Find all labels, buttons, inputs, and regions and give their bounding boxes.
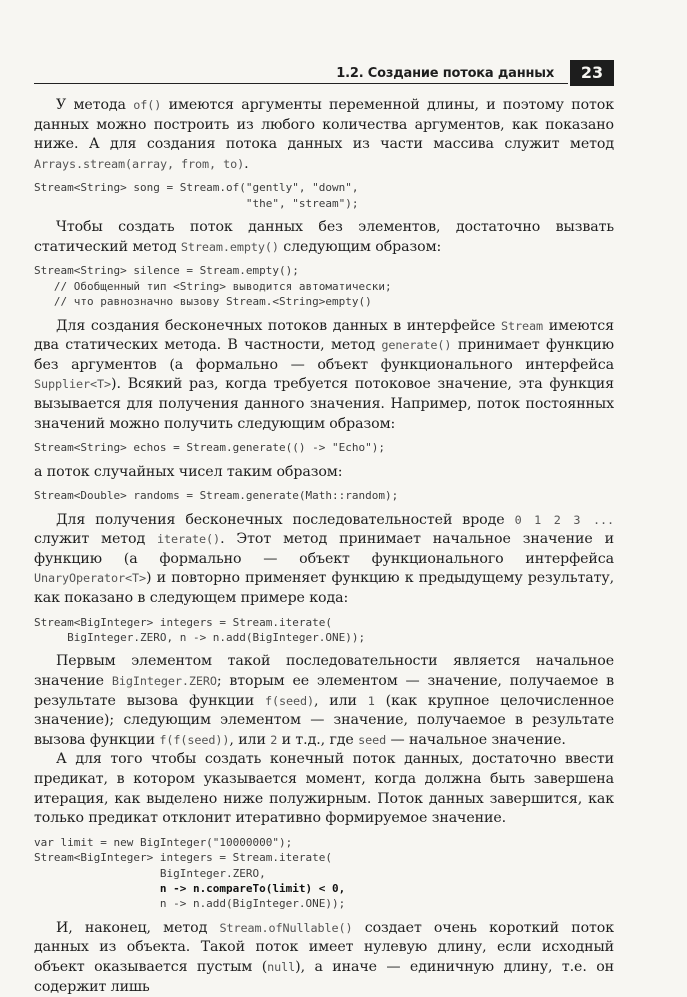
paragraph-random-stream: а поток случайных чисел таким образом: (34, 463, 343, 480)
code-line: Stream<BigInteger> integers = Stream.iterate( (34, 615, 333, 629)
code-block-stream-empty (34, 263, 614, 309)
text: следующим образом: (278, 238, 442, 255)
inline-code: null (267, 959, 296, 974)
paragraph-sequence-elements (34, 652, 614, 750)
text: имеются аргументы переменной длины, и поэтому поток данных можно построить из любого количества аргументов, как показано ниже. А для создания потока данных из части массива служит метод (34, 97, 615, 153)
inline-code: seed (358, 732, 387, 747)
text: У метода (56, 97, 134, 113)
text: Для получения бесконечных последовательностей вроде (56, 511, 515, 528)
page-number: 23 (570, 60, 614, 86)
code-line: Stream<BigInteger> integers = Stream.iterate( (34, 851, 333, 865)
inline-code: f(f(seed)) (159, 732, 230, 747)
inline-code: Stream.ofNullable() (219, 920, 353, 935)
inline-code: Arrays.stream(array, from, to) (34, 156, 245, 171)
text: принимает функцию без аргументов (а формально — объект функционального интерфейса (34, 337, 614, 373)
text: и т.д., где (277, 731, 359, 748)
section-title: 1.2. Создание потока данных (336, 66, 554, 81)
code-line: Stream<String> song = Stream.of("gently", "down", (34, 181, 359, 195)
inline-code: UnaryOperator<T> (34, 571, 147, 586)
inline-code: BigInteger.ZERO (111, 673, 217, 688)
code-line: Stream<Double> randoms = Stream.generate(Math::random); (34, 489, 399, 503)
text: И, наконец, метод (56, 919, 220, 936)
code-block-stream-of (34, 180, 614, 211)
text: ), а иначе — единичную длину, т.е. он содержит лишь (34, 958, 614, 995)
code-line: var limit = new BigInteger("10000000"); (34, 835, 293, 849)
header-rule (34, 83, 568, 84)
inline-code: iterate() (157, 532, 221, 547)
code-block-generate-random (34, 488, 614, 503)
paragraph-infinite-streams (34, 317, 614, 435)
text: — начальное значение. (386, 731, 566, 748)
inline-code: of() (133, 98, 162, 112)
text: , или (314, 692, 368, 709)
code-line: BigInteger.ZERO, (34, 866, 266, 880)
code-block-iterate-limit (34, 835, 614, 912)
text: Для создания бесконечных потоков данных в интерфейсе (56, 317, 501, 334)
text: . Этот метод принимает начальное значение и функцию (а формально — объект функционального интерфейса (34, 531, 614, 567)
inline-code: Supplier<T> (34, 377, 112, 392)
text: Первым элементом такой последовательности является начальное значение (34, 653, 614, 689)
text: ; вторым ее элементом — значение, получаемое в результате вызова функции (34, 672, 615, 709)
text: создает очень короткий поток данных из объекта. Такой поток имеет нулевую длину, если исходный объект оказывается пустым ( (34, 919, 615, 975)
text: ) и повторно применяет функцию к предыдущему результату, как показано в следующем примере кода: (34, 570, 614, 606)
text: , или (229, 731, 271, 748)
text: имеются два статических метода. В частности, метод (34, 317, 614, 354)
text: (как крупное целочисленное значение); следующим элементом — значение, получаемое в результате вызова функции (34, 692, 615, 748)
code-line: n -> n.add(BigInteger.ONE)); (34, 897, 346, 911)
code-line-bold: n -> n.compareTo(limit) < 0, (34, 881, 346, 895)
text: ). Всякий раз, когда требуется потоковое значение, эта функция вызывается для получения данного значения. Например, поток постоянных значений можно получить следующим образом: (34, 376, 614, 432)
text: служит метод (34, 531, 158, 548)
text: . (244, 155, 249, 172)
paragraph-of-method (34, 96, 614, 174)
paragraph-of-nullable (34, 919, 614, 997)
inline-code: 1 (367, 693, 375, 708)
code-line: Stream<String> silence = Stream.empty(); (34, 264, 299, 278)
code-line: // что равнозначно вызову Stream.<String>empty() (34, 295, 372, 309)
code-line: BigInteger.ZERO, n -> n.add(BigInteger.ONE)); (34, 630, 366, 644)
inline-code: f(seed) (264, 693, 315, 708)
code-line: "the", "stream"); (34, 196, 359, 210)
text: Чтобы создать поток данных без элементов, достаточно вызвать статический метод (34, 219, 614, 255)
paragraph-empty-stream (34, 218, 614, 257)
inline-code: 2 (270, 732, 278, 747)
page-body (34, 96, 614, 997)
inline-code: Stream (501, 318, 544, 333)
paragraph-iterate (34, 511, 614, 609)
inline-code: 0 1 2 3 ... (514, 512, 615, 527)
paragraph-finite-stream: А для того чтобы создать конечный поток данных, достаточно ввести предикат, в котором указывается момент, когда должна быть завершена итерация, как выделено ниже полужирным. Поток данных завершится, как только предикат отклонит итеративно формируемое значение. (34, 751, 614, 827)
code-block-iterate (34, 615, 614, 646)
inline-code: generate() (381, 338, 452, 353)
code-line: // Обобщенный тип <String> выводится автоматически; (34, 279, 392, 293)
code-line: Stream<String> echos = Stream.generate(() -> "Echo"); (34, 441, 385, 455)
running-header (34, 60, 614, 86)
code-block-generate-echo (34, 440, 614, 455)
inline-code: Stream.empty() (180, 239, 279, 254)
